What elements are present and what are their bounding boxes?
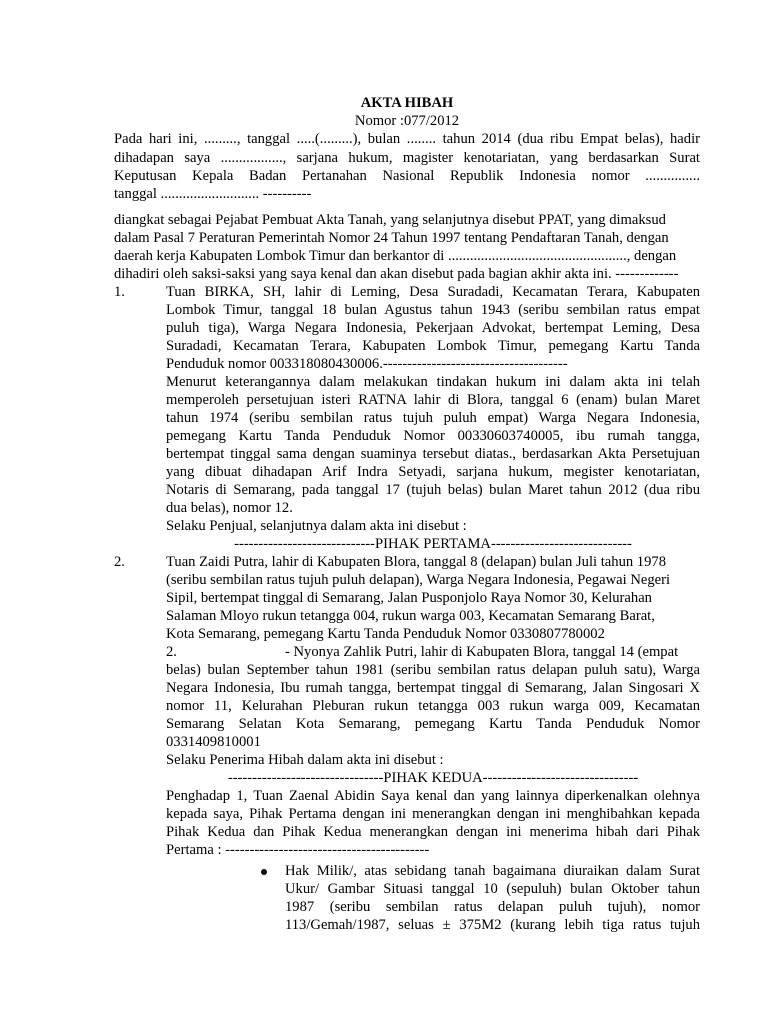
party2-line: Salaman Mloyo rukun tetangga 004, rukun warga 003, Kecamatan Semarang Barat, xyxy=(166,608,655,624)
intro-line: Keputusan Kepala Badan Pertanahan Nasional Republik Indonesia nomor ............... xyxy=(114,168,700,184)
party1-line: Menurut keterangannya dalam melakukan tindakan hukum ini dalam akta ini telah xyxy=(166,374,700,390)
bullet-line: Hak Milik/, atas sebidang tanah bagaimana diuraikan dalam Surat xyxy=(285,863,700,879)
intro-line: daerah kerja Kabupaten Lombok Timur dan berkantor di ................................................., dengan xyxy=(114,248,677,264)
party1-line: Selaku Penjual, selanjutnya dalam akta ini disebut : xyxy=(166,518,467,534)
party1-line: yang dibuat dihadapan Arif Indra Setyadi, sarjana hukum, megister kenotariatan, xyxy=(166,464,700,480)
document-number: Nomor :077/2012 xyxy=(354,113,460,129)
document-title: AKTA HIBAH xyxy=(360,95,454,111)
party-number: 2. xyxy=(114,554,125,570)
party2-line: (seribu sembilan ratus tujuh puluh delapan), Warga Negara Indonesia, Pegawai Negeri xyxy=(166,572,671,588)
party2-line: Tuan Zaidi Putra, lahir di Kabupaten Blora, tanggal 8 (delapan) bulan Juli tahun 1978 xyxy=(166,554,666,570)
closing-line: Pertama : ------------------------------------------ xyxy=(166,842,430,858)
party1-line: dua belas), nomor 12. xyxy=(166,500,293,516)
party1-line: memperoleh persetujuan isteri RATNA lahir di Blora, tanggal 6 (enam) bulan Maret xyxy=(166,392,700,408)
party2-heading: --------------------------------PIHAK KEDUA-------------------------------- xyxy=(227,770,639,786)
party2-sub-line: 0331409810001 xyxy=(166,734,261,750)
party1-line: puluh tiga), Warga Negara Indonesia, Pekerjaan Advokat, bertempat Leming, Desa xyxy=(166,320,700,336)
intro-line: dalam Pasal 7 Peraturan Pemerintah Nomor 24 Tahun 1997 tentang Pendaftaran Tanah, dengan xyxy=(114,230,669,246)
closing-line: kepada saya, Pihak Pertama dengan ini menerangkan dengan ini menghibahkan kepada xyxy=(166,806,700,822)
bullet-line: Ukur/ Gambar Situasi tanggal 10 (sepuluh) bulan Oktober tahun xyxy=(285,881,700,897)
party2-sub-line: nomor 11, Kelurahan Pleburan rukun tetangga 003 rukun warga 009, Kecamatan xyxy=(166,698,700,714)
party1-heading: -----------------------------PIHAK PERTAMA----------------------------- xyxy=(234,536,632,552)
party2-sub-line: Selaku Penerima Hibah dalam akta ini disebut : xyxy=(166,752,444,768)
party-number: 1. xyxy=(114,284,125,300)
party1-line: Penduduk nomor 003318080430006.-------------------------------------- xyxy=(166,356,568,372)
party1-line: Lombok Timur, tanggal 18 bulan Agustus tahun 1943 (seribu sembilan ratus empat xyxy=(166,302,700,318)
intro-line: Pada hari ini, ........., tanggal .....(.........), bulan ........ tahun 2014 (dua ribu Empat belas), hadir xyxy=(114,131,700,147)
party2-sub-first-line: - Nyonya Zahlik Putri, lahir di Kabupaten Blora, tanggal 14 (empat xyxy=(285,644,679,660)
intro-line: diangkat sebagai Pejabat Pembuat Akta Tanah, yang selanjutnya disebut PPAT, yang dimaksud xyxy=(114,212,666,228)
intro-line: tanggal ........................... ---------- xyxy=(114,186,312,202)
party2-line: Kota Semarang, pemegang Kartu Tanda Penduduk Nomor 0330807780002 xyxy=(166,626,605,642)
party2-sub-line: Negara Indonesia, Ibu rumah tangga, bertempat tinggal di Semarang, Jalan Singosari X xyxy=(166,680,700,696)
intro-line: dihadiri oleh saksi-saksi yang saya kenal dan akan disebut pada bagian akhir akta ini. ------------- xyxy=(114,266,679,282)
party1-line: bertempat tinggal sama dengan suaminya tersebut diatas., berdasarkan Akta Persetujuan xyxy=(166,446,700,462)
party2-sub-number: 2. xyxy=(166,644,177,660)
party1-line: pemegang Kartu Tanda Penduduk Nomor 00330603740005, ibu rumah tangga, xyxy=(166,428,700,444)
closing-line: Penghadap 1, Tuan Zaenal Abidin Saya kenal dan yang lainnya diperkenalkan olehnya xyxy=(166,788,700,804)
party1-line: Suradadi, Kecamatan Terara, Kabupaten Lombok Timur, pemegang Kartu Tanda xyxy=(166,338,700,354)
party2-sub-line: Semarang Selatan Kota Semarang, pemegang Kartu Tanda Penduduk Nomor xyxy=(166,716,700,732)
intro-line: dihadapan saya ................., sarjana hukum, magister kenotariatan, yang berdasarkan Surat xyxy=(114,150,700,166)
bullet-icon xyxy=(261,869,267,875)
bullet-line: 113/Gemah/1987, seluas ± 375M2 (kurang lebih tiga ratus tujuh xyxy=(285,917,700,933)
party1-line: Notaris di Semarang, pada tanggal 17 (tujuh belas) bulan Maret tahun 2012 (dua ribu xyxy=(166,482,700,498)
closing-line: Pihak Kedua dan Pihak Kedua menerangkan dengan ini menerima hibah dari Pihak xyxy=(166,824,700,840)
party2-line: Sipil, bertempat tinggal di Semarang, Jalan Pusponjolo Raya Nomor 30, Kelurahan xyxy=(166,590,652,606)
party1-line: Tuan BIRKA, SH, lahir di Leming, Desa Suradadi, Kecamatan Terara, Kabupaten xyxy=(166,284,700,300)
bullet-line: 1987 (seribu sembilan ratus delapan puluh tujuh), nomor xyxy=(285,899,700,915)
party1-line: tahun 1974 (seribu sembilan ratus tujuh puluh empat) Warga Negara Indonesia, xyxy=(166,410,700,426)
party2-sub-line: belas) bulan September tahun 1981 (seribu sembilan ratus delapan puluh satu), Warga xyxy=(166,662,700,678)
